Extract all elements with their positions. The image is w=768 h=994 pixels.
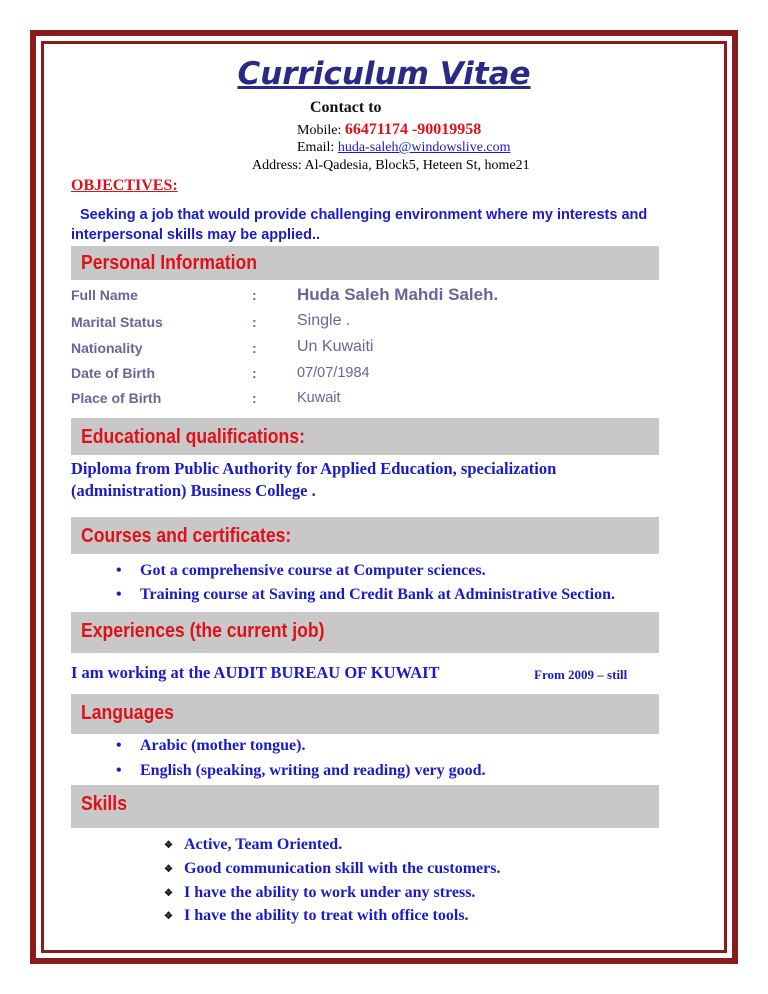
course-item: • Got a comprehensive course at Computer sciences.	[116, 562, 486, 579]
languages-bar	[71, 694, 659, 734]
skill-item: ❖ Active, Team Oriented.	[164, 836, 343, 853]
diamond-bullet-icon: ❖	[164, 910, 173, 922]
experience-text: I am working at the AUDIT BUREAU OF KUWAIT	[71, 663, 440, 682]
course-item: • Training course at Saving and Credit Bank at Administrative Section.	[116, 586, 615, 603]
bullet-icon: •	[116, 562, 122, 579]
personal-info-heading: Personal Information	[81, 252, 258, 274]
email-line	[297, 140, 511, 156]
address-line: Address: Al-Qadesia, Block5, Heteen St, home21	[252, 158, 530, 173]
bullet-icon: •	[116, 586, 122, 603]
date-of-birth-sep: :	[252, 365, 257, 381]
skills-bar	[71, 785, 659, 828]
nationality-sep: :	[252, 340, 257, 356]
skills-heading: Skills	[81, 793, 127, 815]
experience-heading: Experiences (the current job)	[81, 620, 325, 642]
place-of-birth-label: Place of Birth	[71, 390, 162, 406]
place-of-birth-value: Kuwait	[297, 390, 341, 406]
language-item: • Arabic (mother tongue).	[116, 737, 306, 754]
objectives-heading: OBJECTIVES:	[71, 177, 178, 194]
place-of-birth-sep: :	[252, 390, 257, 406]
diamond-bullet-icon: ❖	[164, 863, 173, 875]
date-of-birth-value: 07/07/1984	[297, 365, 370, 381]
education-line-1: Diploma from Public Authority for Applied Education, specialization	[71, 459, 557, 478]
nationality-label: Nationality	[71, 340, 143, 356]
education-heading: Educational qualifications:	[81, 426, 305, 448]
email-label: Email:	[297, 140, 335, 155]
full-name-value: Huda Saleh Mahdi Saleh.	[297, 285, 499, 304]
objectives-text: Seeking a job that would provide challenging environment where my interests and interpersonal skills may be applied..	[71, 207, 648, 243]
nationality-value: Un Kuwaiti	[297, 338, 374, 355]
education-bar	[71, 418, 659, 455]
diamond-bullet-icon: ❖	[164, 839, 173, 851]
marital-status-value: Single .	[297, 312, 351, 329]
personal-info-bar	[71, 246, 659, 280]
mobile-label: Mobile:	[297, 123, 342, 138]
cv-title: Curriculum Vitae	[237, 56, 531, 92]
bullet-icon: •	[116, 737, 122, 754]
language-item: • English (speaking, writing and reading) very good.	[116, 762, 486, 779]
full-name-label: Full Name	[71, 287, 138, 303]
full-name-sep: :	[252, 287, 257, 303]
diamond-bullet-icon: ❖	[164, 887, 173, 899]
mobile-line	[297, 121, 481, 139]
contact-heading: Contact to	[310, 99, 382, 116]
skill-item: ❖ I have the ability to treat with office tools.	[164, 907, 469, 924]
skill-item: ❖ I have the ability to work under any stress.	[164, 884, 476, 901]
marital-status-sep: :	[252, 314, 257, 330]
marital-status-label: Marital Status	[71, 314, 163, 330]
experience-bar	[71, 612, 659, 653]
email-link[interactable]: huda-saleh@windowslive.com	[337, 140, 511, 155]
date-of-birth-label: Date of Birth	[71, 365, 155, 381]
mobile-value: 66471174 -90019958	[344, 121, 482, 138]
bullet-icon: •	[116, 762, 122, 779]
education-line-2: (administration) Business College .	[71, 481, 316, 500]
skill-item: ❖ Good communication skill with the customers.	[164, 860, 501, 877]
courses-heading: Courses and certificates:	[81, 525, 292, 547]
languages-heading: Languages	[81, 702, 174, 724]
courses-bar	[71, 517, 659, 554]
experience-period: From 2009 – still	[534, 667, 628, 682]
